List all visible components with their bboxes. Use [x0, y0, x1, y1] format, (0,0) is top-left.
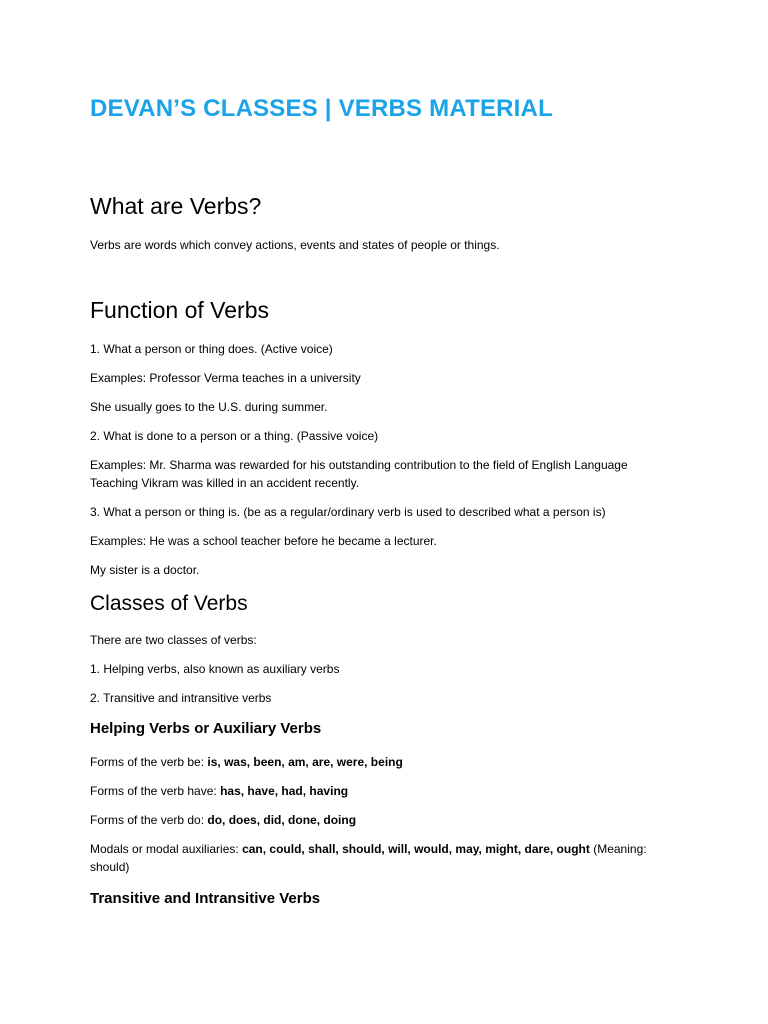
- modals-forms: can, could, shall, should, will, would, may, might, dare, ought: [242, 842, 590, 856]
- paragraph-verb-be: [90, 753, 403, 771]
- paragraph-modals: [90, 840, 670, 876]
- verb-do-forms: do, does, did, done, doing: [207, 813, 357, 827]
- heading-helping-verbs: Helping Verbs or Auxiliary Verbs: [90, 720, 322, 737]
- paragraph-function-3: 3. What a person or thing is. (be as a regular/ordinary verb is used to described what a person is): [90, 505, 606, 519]
- paragraph-classes-1: 1. Helping verbs, also known as auxiliary verbs: [90, 662, 340, 676]
- document-title: DEVAN’S CLASSES | VERBS MATERIAL: [90, 95, 553, 122]
- paragraph-function-example-3b: My sister is a doctor.: [90, 563, 200, 577]
- verb-be-forms: is, was, been, am, are, were, being: [207, 755, 403, 769]
- paragraph-classes-intro: There are two classes of verbs:: [90, 633, 257, 647]
- paragraph-function-1: 1. What a person or thing does. (Active voice): [90, 342, 333, 356]
- heading-function-of-verbs: Function of Verbs: [90, 297, 269, 323]
- heading-transitive-intransitive: Transitive and Intransitive Verbs: [90, 890, 321, 907]
- modals-note: (Meaning: should): [90, 842, 647, 874]
- paragraph-function-example-1: Examples: Professor Verma teaches in a university: [90, 371, 361, 385]
- heading-what-are-verbs: What are Verbs?: [90, 193, 262, 219]
- modals-label: Modals or modal auxiliaries:: [90, 842, 243, 856]
- paragraph-verb-do: [90, 811, 356, 829]
- paragraph-classes-2: 2. Transitive and intransitive verbs: [90, 691, 272, 705]
- verb-have-forms: has, have, had, having: [220, 784, 349, 798]
- verb-be-label: Forms of the verb be:: [90, 755, 208, 769]
- paragraph-function-2: 2. What is done to a person or a thing. (Passive voice): [90, 429, 379, 443]
- paragraph-verb-have: [90, 782, 348, 800]
- paragraph-function-example-1b: She usually goes to the U.S. during summer.: [90, 400, 328, 414]
- heading-classes-of-verbs: Classes of Verbs: [90, 592, 248, 615]
- verb-do-label: Forms of the verb do:: [90, 813, 208, 827]
- paragraph-function-example-2: Examples: Mr. Sharma was rewarded for his outstanding contribution to the field of English Language Teaching Vikram was killed in an accident recently.: [90, 458, 628, 490]
- paragraph-verbs-definition: Verbs are words which convey actions, events and states of people or things.: [90, 238, 500, 252]
- paragraph-function-example-3: Examples: He was a school teacher before he became a lecturer.: [90, 534, 437, 548]
- verb-have-label: Forms of the verb have:: [90, 784, 221, 798]
